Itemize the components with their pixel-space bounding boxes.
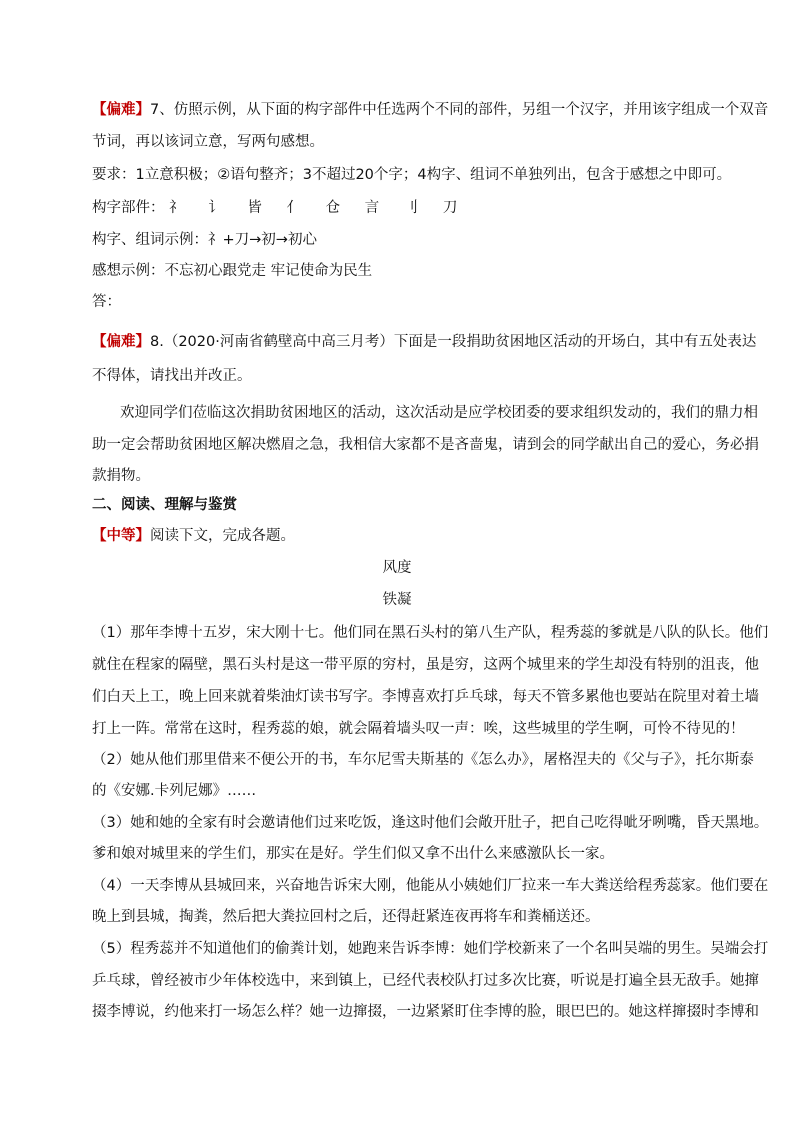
q7-requirements: 要求：1立意积极；②语句整齐；3不超过20个字；4构字、组词不单独列出，包含于感想之中即可。: [92, 167, 732, 183]
article-line: 就住在程家的隔壁，黑石头村是这一带平原的穷村，虽是穷，这两个城里来的学生却没有特别的沮丧，他: [92, 657, 759, 673]
article-line: （3）她和她的全家有时会邀请他们过来吃饭，逢这时他们会敞开肚子，把自己吃得呲牙咧嘴，昏天黑地。: [92, 815, 769, 831]
q7-line-1: [92, 100, 768, 120]
q7-text-1: 7、仿照示例，从下面的构字部件中任选两个不同的部件，另组一个汉字，并用该字组成一个双音: [150, 102, 769, 118]
article-line: 的《安娜.卡列尼娜》……: [92, 783, 257, 799]
part-item: 皆: [247, 200, 262, 216]
q8-line-1: [92, 332, 756, 352]
article-line: （1）那年李博十五岁，宋大刚十七。他们同在黑石头村的第八生产队，程秀蕊的爹就是八队的队长。他们: [92, 625, 769, 641]
section2-instruction-line: [92, 526, 295, 546]
article-line: （4）一天李博从县城回来，兴奋地告诉宋大刚，他能从小姨她们厂拉来一车大粪送给程秀蕊家。他们要在: [92, 878, 769, 894]
article-line: 打上一阵。常常在这时，程秀蕊的娘，就会隔着墙头叹一声：唉，这些城里的学生啊，可怜不待见的！: [92, 721, 745, 737]
part-item: 刂: [403, 200, 419, 216]
part-item: 刀: [442, 200, 458, 216]
q8-paragraph-line: 款捐物。: [92, 468, 150, 484]
article-title: 风度: [382, 560, 412, 576]
q8-paragraph-line: 欢迎同学们莅临这次捐助贫困地区的活动，这次活动是应学校团委的要求组织发动的，我们的鼎力相: [120, 405, 758, 421]
article-author: 铁凝: [382, 592, 412, 608]
article-line: 晚上到县城，掏粪，然后把大粪拉回村之后，还得赶紧连夜再将车和粪桶送还。: [92, 909, 600, 925]
q8-line-2: 不得体，请找出并改正。: [92, 368, 252, 384]
difficulty-tag: 【偏难】: [92, 334, 150, 350]
section-heading: 二、阅读、理解与鉴赏: [92, 497, 237, 513]
instruction-text: 阅读下文，完成各题。: [150, 528, 295, 544]
article-line: 乒乓球，曾经被市少年体校选中，来到镇上，已经代表校队打过多次比赛，听说是打遍全县无敌手。她撺: [92, 973, 759, 989]
q7-line-2: 节词，再以该词立意，写两句感想。: [92, 134, 324, 150]
part-item: 亻: [286, 200, 301, 216]
article-line: 爹和娘对城里来的学生们，那实在是好。学生们似又拿不出什么来感激队长一家。: [92, 846, 614, 862]
difficulty-tag: 【偏难】: [92, 102, 150, 118]
q7-answer-label: 答：: [92, 294, 121, 310]
q8-paragraph-line: 助一定会帮助贫困地区解决燃眉之急，我相信大家都不是吝啬鬼，请到会的同学献出自己的爱心，务必捐: [92, 437, 759, 453]
article-line: （2）她从他们那里借来不便公开的书，车尔尼雪夫斯基的《怎么办》，屠格涅夫的《父与子》，托尔斯泰: [92, 752, 754, 768]
part-item: 言: [364, 200, 380, 216]
q8-text-1: 8.（2020·河南省鹤壁高中高三月考）下面是一段捐助贫困地区活动的开场白，其中有五处表达: [150, 334, 757, 350]
q7-parts-row: [92, 198, 477, 218]
part-item: 仓: [325, 200, 341, 216]
article-line: （5）程秀蕊并不知道他们的偷粪计划，她跑来告诉李博：她们学校新来了一个名叫吴端的男生。吴端会打: [92, 941, 769, 957]
parts-label: 构字部件：: [92, 200, 165, 216]
difficulty-tag: 【中等】: [92, 528, 150, 544]
q7-example-thoughts: 感想示例：不忘初心跟党走 牢记使命为民生: [92, 263, 373, 279]
q7-example-words: 构字、组词示例：礻+刀→初→初心: [92, 232, 317, 248]
article-line: 掇李博说，约他来打一场怎么样？她一边撺掇，一边紧紧盯住李博的脸，眼巴巴的。她这样撺掇时李博和: [92, 1004, 759, 1020]
part-item: 礻: [169, 200, 184, 216]
part-item: 讠: [208, 200, 223, 216]
article-line: 们白天上工，晚上回来就着柴油灯读书写字。李博喜欢打乒乓球，每天不管多累他也要站在院里对着土墙: [92, 689, 759, 705]
